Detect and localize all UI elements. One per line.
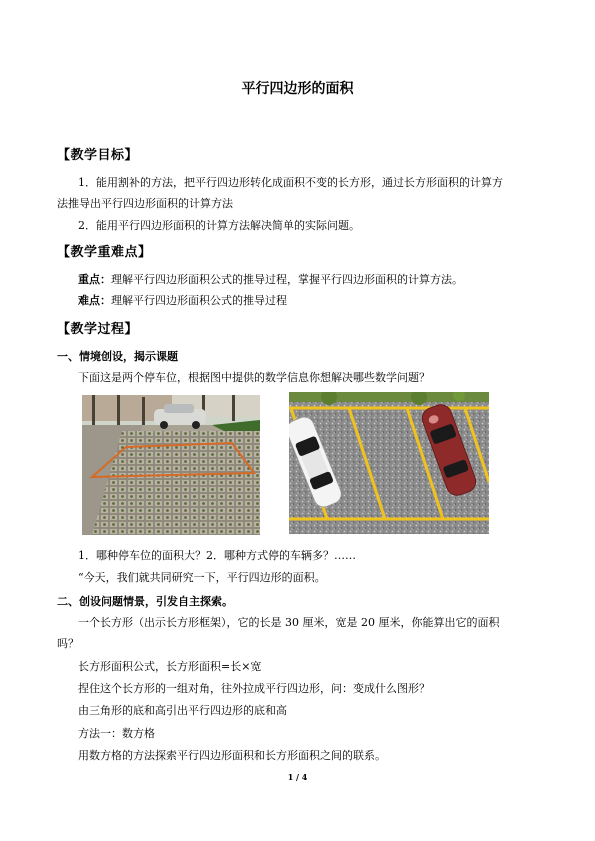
keypoint-key (78, 272, 463, 288)
keypoint-difficulty-label: 难点： (78, 294, 111, 307)
part1-questions: 1．哪种停车位的面积大？2．哪种方式停的车辆多？…… (78, 549, 356, 562)
page-number: 1 / 4 (287, 772, 308, 782)
parking-photo (82, 395, 260, 535)
part2-line-6: 用数方格的方法探索平行四边形面积和长方形面积之间的联系。 (78, 749, 386, 762)
part2-line-3: 捏住这个长方形的一组对角，往外拉成平行四边形，问：变成什么图形？ (78, 682, 430, 695)
parking-lot-diagram (289, 392, 489, 534)
part2-line-4: 由三角形的底和高引出平行四边形的底和高 (78, 704, 287, 717)
keypoint-key-text: 理解平行四边形面积公式的推导过程，掌握平行四边形面积的计算方法。 (111, 273, 463, 286)
part2-line-5: 方法一：数方格 (78, 727, 155, 740)
goal-item-1-line-1: 1．能用割补的方法，把平行四边形转化成面积不变的长方形，通过长方形面积的计算方 (78, 176, 503, 189)
parking-lot-diagram-image (289, 392, 489, 534)
part1-heading: 一、情境创设，揭示课题 (57, 350, 178, 363)
keypoint-key-label: 重点： (78, 273, 111, 286)
part2-heading: 二、创设问题情景，引发自主探索。 (57, 595, 233, 608)
section-goals-heading: 【教学目标】 (57, 148, 139, 163)
section-process-heading: 【教学过程】 (57, 322, 139, 337)
goal-item-2: 2．能用平行四边形面积的计算方法解决简单的实际问题。 (78, 219, 360, 232)
parking-photo-image (82, 395, 260, 535)
part1-quote: “今天，我们就共同研究一下，平行四边形的面积。 (78, 571, 326, 584)
section-keypoints-heading: 【教学重难点】 (57, 245, 152, 260)
part2-line-1a: 一个长方形（出示长方形框架），它的长是 30 厘米，宽是 20 厘米，你能算出它的面积 (78, 616, 500, 629)
goal-item-1-line-2: 法推导出平行四边形面积的计算方法 (57, 197, 233, 210)
part1-intro: 下面这是两个停车位，根据图中提供的数学信息你想解决哪些数学问题？ (78, 371, 430, 384)
page-title: 平行四边形的面积 (241, 81, 354, 97)
part2-line-1b: 吗？ (57, 637, 79, 650)
keypoint-difficulty-text: 理解平行四边形面积公式的推导过程 (111, 294, 287, 307)
part2-line-2: 长方形面积公式，长方形面积=长×宽 (78, 660, 262, 673)
keypoint-difficulty (78, 293, 287, 309)
